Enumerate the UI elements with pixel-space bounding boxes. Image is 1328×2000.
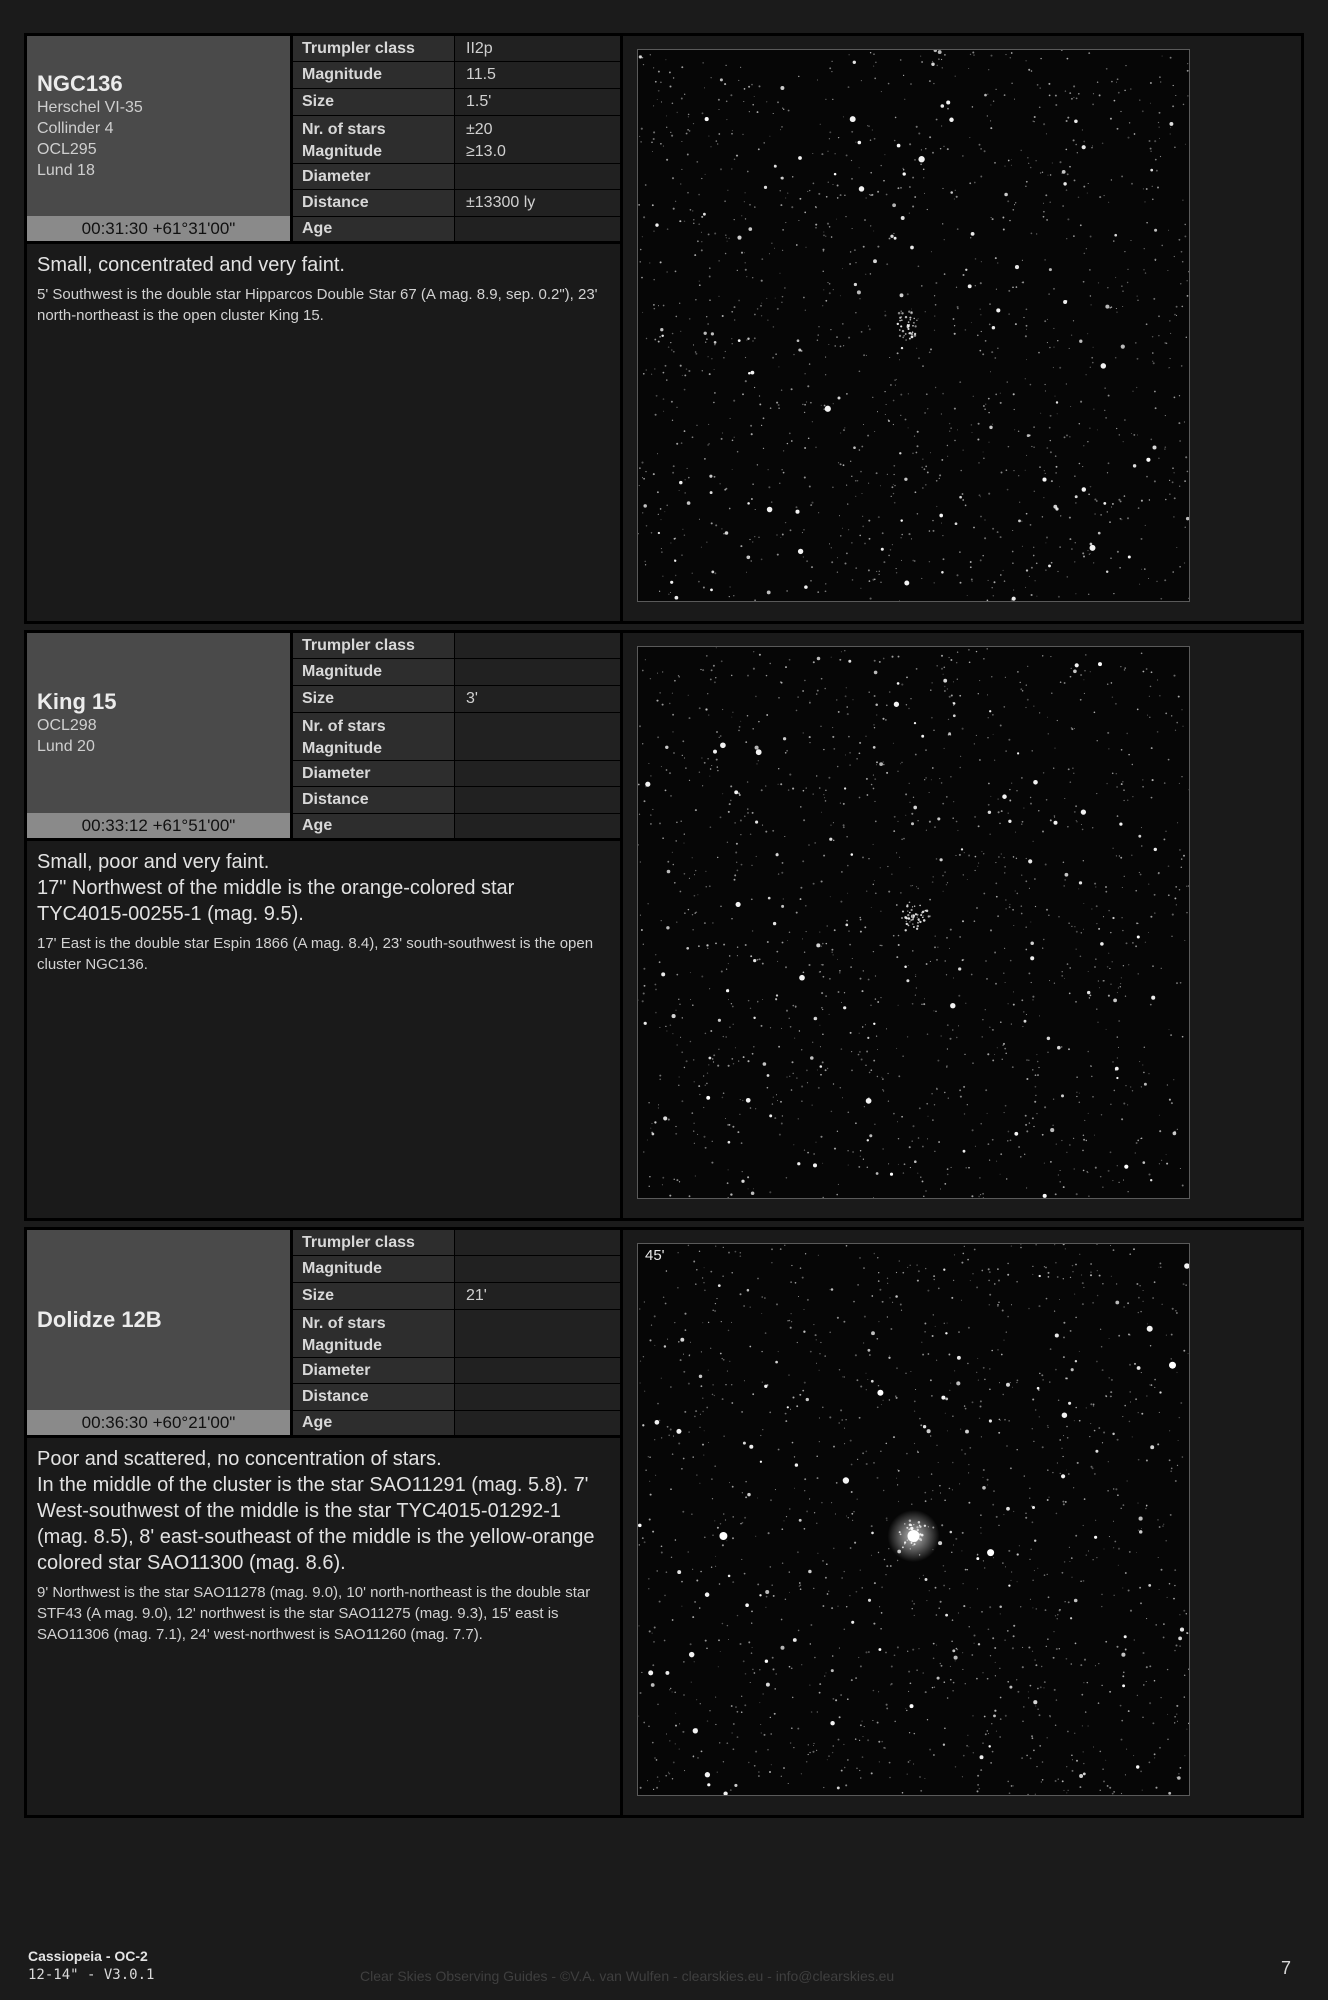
- property-label: Magnitude: [302, 1337, 382, 1354]
- field-of-view-label: 45': [645, 1247, 665, 1264]
- property-row-distance: [293, 1384, 620, 1411]
- property-label: Nr. of stars: [302, 121, 386, 138]
- property-label: Distance: [293, 787, 455, 813]
- properties-table: [293, 36, 620, 241]
- object-name: Dolidze 12B: [37, 1307, 162, 1332]
- alias: Lund 20: [37, 738, 95, 755]
- property-value: [455, 1411, 620, 1435]
- property-label: Nr. of stars: [302, 1315, 386, 1332]
- starfield-image: [638, 1244, 1189, 1795]
- property-label: Age: [293, 217, 455, 241]
- property-value: [455, 659, 620, 685]
- footer-version: 12-14" - V3.0.1: [28, 1967, 155, 1983]
- object-name: King 15: [37, 689, 117, 714]
- property-value: 1.5': [455, 89, 620, 115]
- object-title-box: [27, 1230, 290, 1410]
- property-row-age: [293, 217, 620, 241]
- property-label: Diameter: [293, 761, 455, 786]
- property-value: II2p: [455, 36, 620, 61]
- alias: OCL295: [37, 141, 97, 158]
- property-value: [455, 1256, 620, 1282]
- description: [37, 1446, 607, 1645]
- property-row-diameter: [293, 164, 620, 190]
- property-row-magnitude: [293, 62, 620, 89]
- property-value: ±13300 ly: [455, 190, 620, 216]
- sky-photo: [637, 1243, 1190, 1796]
- property-row-nr-stars: [293, 713, 620, 761]
- property-row-nr-stars: [293, 1310, 620, 1358]
- property-row-magnitude: [293, 659, 620, 686]
- property-row-trumpler: [293, 36, 620, 62]
- property-label: Trumpler class: [293, 36, 455, 61]
- footer-credit: Clear Skies Observing Guides - ©V.A. van Wulfen - clearskies.eu - info@clearskies.eu: [360, 1968, 895, 1984]
- description-text: 17" Northwest of the middle is the orange-colored star TYC4015-00255-1 (mag. 9.5).: [37, 877, 515, 925]
- property-label: Distance: [293, 1384, 455, 1410]
- object-card-dolidze12b: [24, 1227, 1304, 1818]
- object-title-box: [27, 633, 290, 813]
- description-text: Poor and scattered, no concentration of stars.: [37, 1448, 442, 1470]
- divider: [27, 1435, 620, 1438]
- description: [37, 252, 607, 326]
- property-row-age: [293, 1411, 620, 1435]
- object-title-box: [27, 36, 290, 216]
- property-label: Age: [293, 814, 455, 838]
- coordinates: 00:31:30 +61°31'00": [27, 216, 290, 241]
- property-row-distance: [293, 787, 620, 814]
- property-row-trumpler: [293, 633, 620, 659]
- sky-photo: [637, 49, 1190, 602]
- property-row-trumpler: [293, 1230, 620, 1256]
- footer-title: Cassiopeia - OC-2: [28, 1948, 148, 1964]
- property-label: Magnitude: [293, 1256, 455, 1282]
- property-value: [455, 164, 620, 189]
- property-row-size: [293, 686, 620, 713]
- property-label: Nr. of stars: [302, 718, 386, 735]
- divider: [620, 1230, 623, 1815]
- properties-table: [293, 633, 620, 838]
- alias: Lund 18: [37, 162, 95, 179]
- property-value: [455, 787, 620, 813]
- property-label: Size: [293, 1283, 455, 1309]
- divider: [27, 838, 620, 841]
- object-card-king15: [24, 630, 1304, 1221]
- property-value: [455, 814, 620, 838]
- description-text: In the middle of the cluster is the star SAO11291 (mag. 5.8). 7' West-southwest of the middle is the star TYC4015-01292-1 (mag. 8.5), 8' east-southeast of the middle is the yellow-orange colored star SAO11300 (mag. 8.6).: [37, 1474, 595, 1574]
- alias: OCL298: [37, 717, 97, 734]
- property-value: 21': [455, 1283, 620, 1309]
- page-number: 7: [1281, 1958, 1292, 1978]
- alias: Herschel VI-35: [37, 99, 143, 116]
- property-value: [455, 761, 620, 786]
- starfield-image: [638, 50, 1189, 601]
- divider: [620, 633, 623, 1218]
- property-label: Magnitude: [302, 740, 382, 757]
- property-label: Trumpler class: [293, 1230, 455, 1255]
- property-value: [455, 217, 620, 241]
- property-value: ±20: [466, 121, 493, 138]
- property-label: Age: [293, 1411, 455, 1435]
- property-value: [455, 1384, 620, 1410]
- property-row-magnitude: [293, 1256, 620, 1283]
- description-notes: 17' East is the double star Espin 1866 (A mag. 8.4), 23' south-southwest is the open cluster NGC136.: [37, 935, 594, 973]
- property-label: Magnitude: [302, 143, 382, 160]
- property-row-age: [293, 814, 620, 838]
- property-row-size: [293, 89, 620, 116]
- property-row-distance: [293, 190, 620, 217]
- sky-photo: [637, 646, 1190, 1199]
- divider: [620, 36, 623, 621]
- coordinates: 00:33:12 +61°51'00": [27, 813, 290, 838]
- description-text: Small, poor and very faint.: [37, 851, 270, 873]
- property-row-diameter: [293, 1358, 620, 1384]
- description-notes: 5' Southwest is the double star Hipparcos Double Star 67 (A mag. 8.9, sep. 0.2"), 23' north-northeast is the open cluster King 15.: [37, 286, 598, 324]
- property-value: [455, 633, 620, 658]
- property-row-diameter: [293, 761, 620, 787]
- property-value: 11.5: [455, 62, 620, 88]
- properties-table: [293, 1230, 620, 1435]
- property-label: Trumpler class: [293, 633, 455, 658]
- property-value: ≥13.0: [466, 143, 506, 160]
- description-notes: 9' Northwest is the star SAO11278 (mag. 9.0), 10' north-northeast is the double star STF43 (A mag. 9.0), 12' northwest is the star SAO11275 (mag. 9.3), 15' east is SAO11306 (mag. 7.1), 24' west-northwest is SAO11260 (mag. 7.7).: [37, 1584, 591, 1643]
- object-name: NGC136: [37, 71, 123, 96]
- property-value: [455, 1230, 620, 1255]
- property-label: Magnitude: [293, 62, 455, 88]
- property-row-nr-stars: [293, 116, 620, 164]
- property-value: [455, 1358, 620, 1383]
- property-label: Distance: [293, 190, 455, 216]
- property-label: Size: [293, 89, 455, 115]
- property-label: Size: [293, 686, 455, 712]
- property-label: Magnitude: [293, 659, 455, 685]
- object-card-ngc136: [24, 33, 1304, 624]
- starfield-image: [638, 647, 1189, 1198]
- property-value: 3': [455, 686, 620, 712]
- property-label: Diameter: [293, 1358, 455, 1383]
- description: [37, 849, 607, 975]
- divider: [27, 241, 620, 244]
- description-text: Small, concentrated and very faint.: [37, 254, 345, 276]
- alias: Collinder 4: [37, 120, 114, 137]
- coordinates: 00:36:30 +60°21'00": [27, 1410, 290, 1435]
- property-label: Diameter: [293, 164, 455, 189]
- property-row-size: [293, 1283, 620, 1310]
